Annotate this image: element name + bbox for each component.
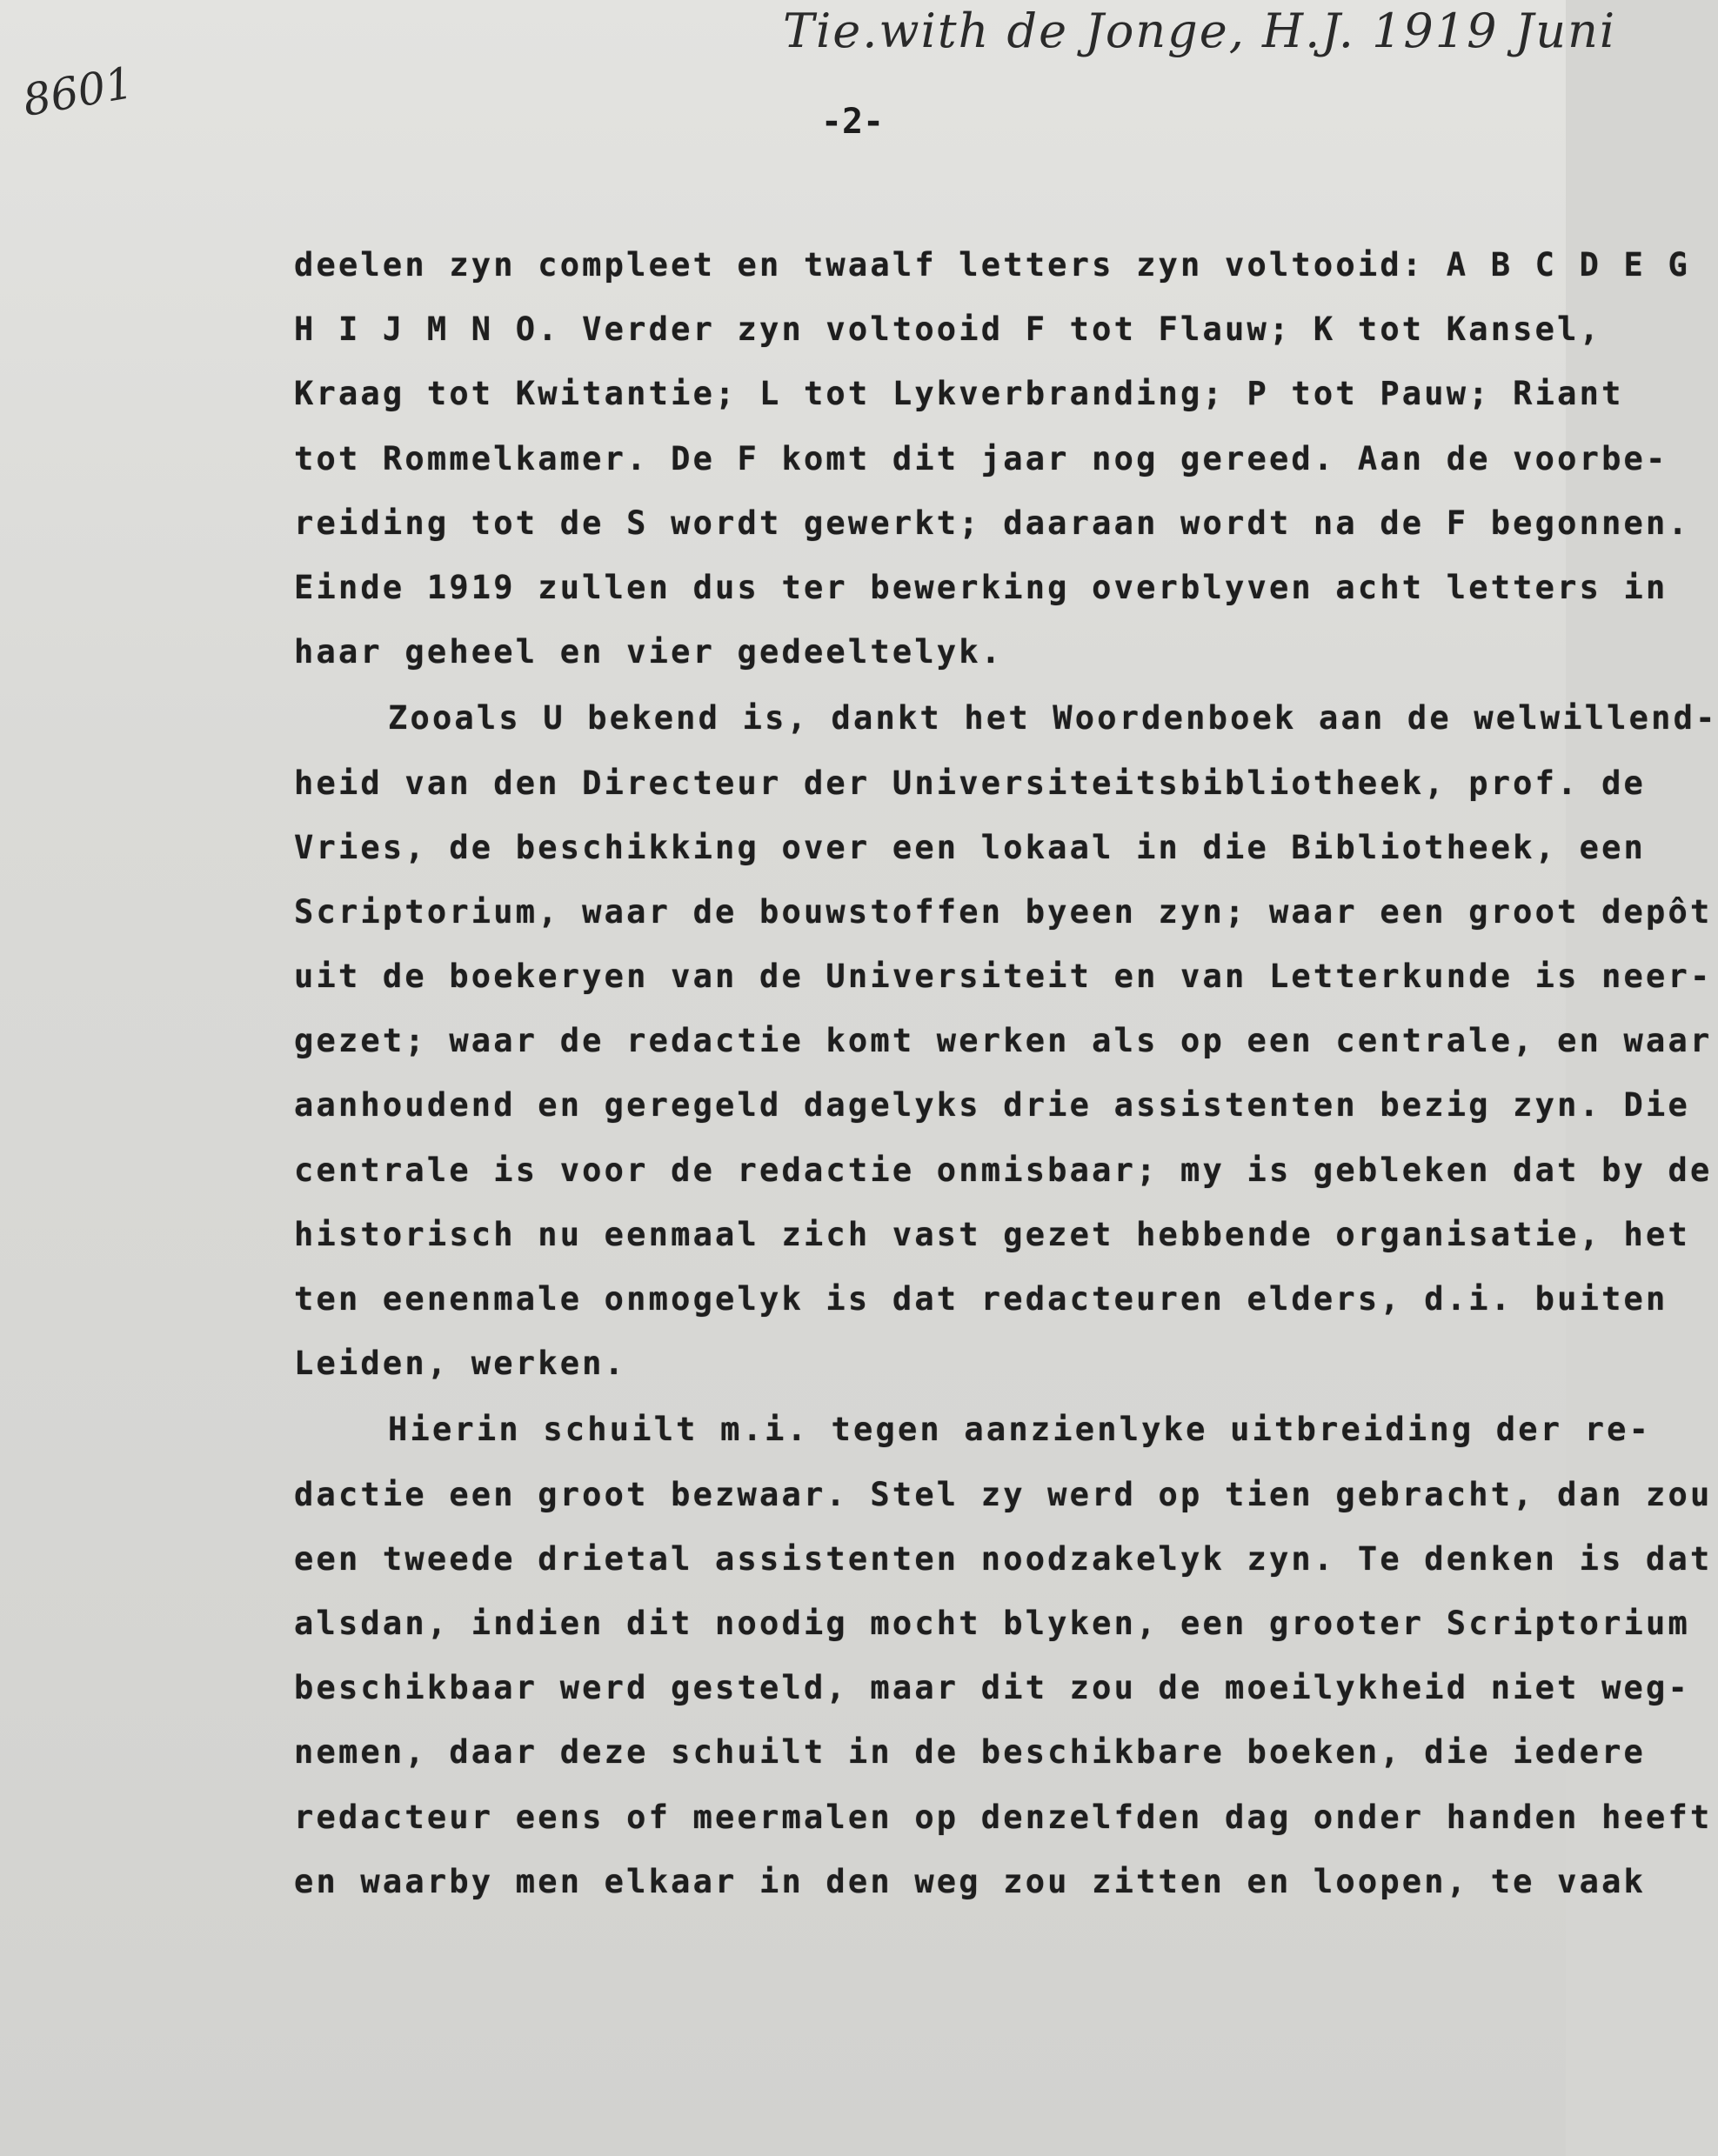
text-line: Einde 1919 zullen dus ter bewerking overblyven acht letters in [294, 568, 1668, 606]
text-line: reiding tot de S wordt gewerkt; daaraan wordt na de F begonnen. [294, 504, 1690, 542]
text-line: gezet; waar de redactie komt werken als op een centrale, en waar [294, 1022, 1713, 1060]
text-line: Vries, de beschikking over een lokaal in die Bibliotheek, een [294, 828, 1647, 866]
text-line: H I J M N O. Verder zyn voltooid F tot Flauw; K tot Kansel, [294, 310, 1602, 349]
text-line: beschikbaar werd gesteld, maar dit zou de moeilykheid niet weg- [294, 1669, 1690, 1707]
text-line: tot Rommelkamer. De F komt dit jaar nog gereed. Aan de voorbe- [294, 439, 1668, 477]
text-line: uit de boekeryen van de Universiteit en van Letterkunde is neer- [294, 958, 1713, 996]
text-line: historisch nu eenmaal zich vast gezet hebbende organisatie, het [294, 1215, 1690, 1253]
typed-body-text [294, 233, 1718, 1914]
handwritten-archive-number: 8601 [19, 57, 137, 127]
text-line: ten eenenmale onmogelyk is dat redacteuren elders, d.i. buiten [294, 1280, 1668, 1318]
text-line: aanhoudend en geregeld dagelyks drie assistenten bezig zyn. Die [294, 1086, 1690, 1125]
text-line: Scriptorium, waar de bouwstoffen byeen zyn; waar een groot depôt [294, 892, 1713, 931]
text-line: deelen zyn compleet en twaalf letters zyn voltooid: A B C D E G [294, 246, 1690, 284]
text-line: redacteur eens of meermalen op denzelfden dag onder handen heeft [294, 1798, 1713, 1836]
text-line: alsdan, indien dit noodig mocht blyken, een grooter Scriptorium [294, 1604, 1690, 1642]
text-line: Kraag tot Kwitantie; L tot Lykverbranding; P tot Pauw; Riant [294, 375, 1624, 413]
text-line: nemen, daar deze schuilt in de beschikbare boeken, die iedere [294, 1733, 1647, 1772]
handwritten-header-note: Tie.with de Jonge, H.J. 1919 Juni [783, 3, 1617, 58]
paragraph-first-line: Hierin schuilt m.i. tegen aanzienlyke uitbreiding der re- [388, 1411, 1652, 1449]
paragraph-first-line: Zooals U bekend is, dankt het Woordenboek aan de welwillend- [388, 699, 1718, 738]
page-number: -2- [820, 102, 885, 142]
text-line: dactie een groot bezwaar. Stel zy werd op tien gebracht, dan zou [294, 1475, 1713, 1513]
text-line: een tweede drietal assistenten noodzakelyk zyn. Te denken is dat [294, 1539, 1713, 1578]
text-line: heid van den Directeur der Universiteitsbibliotheek, prof. de [294, 764, 1647, 802]
text-line: en waarby men elkaar in den weg zou zitten en loopen, te vaak [294, 1862, 1647, 1900]
text-line: haar geheel en vier gedeeltelyk. [294, 633, 1004, 671]
text-line: centrale is voor de redactie onmisbaar; my is gebleken dat by de [294, 1151, 1713, 1189]
text-line: Leiden, werken. [294, 1345, 627, 1383]
